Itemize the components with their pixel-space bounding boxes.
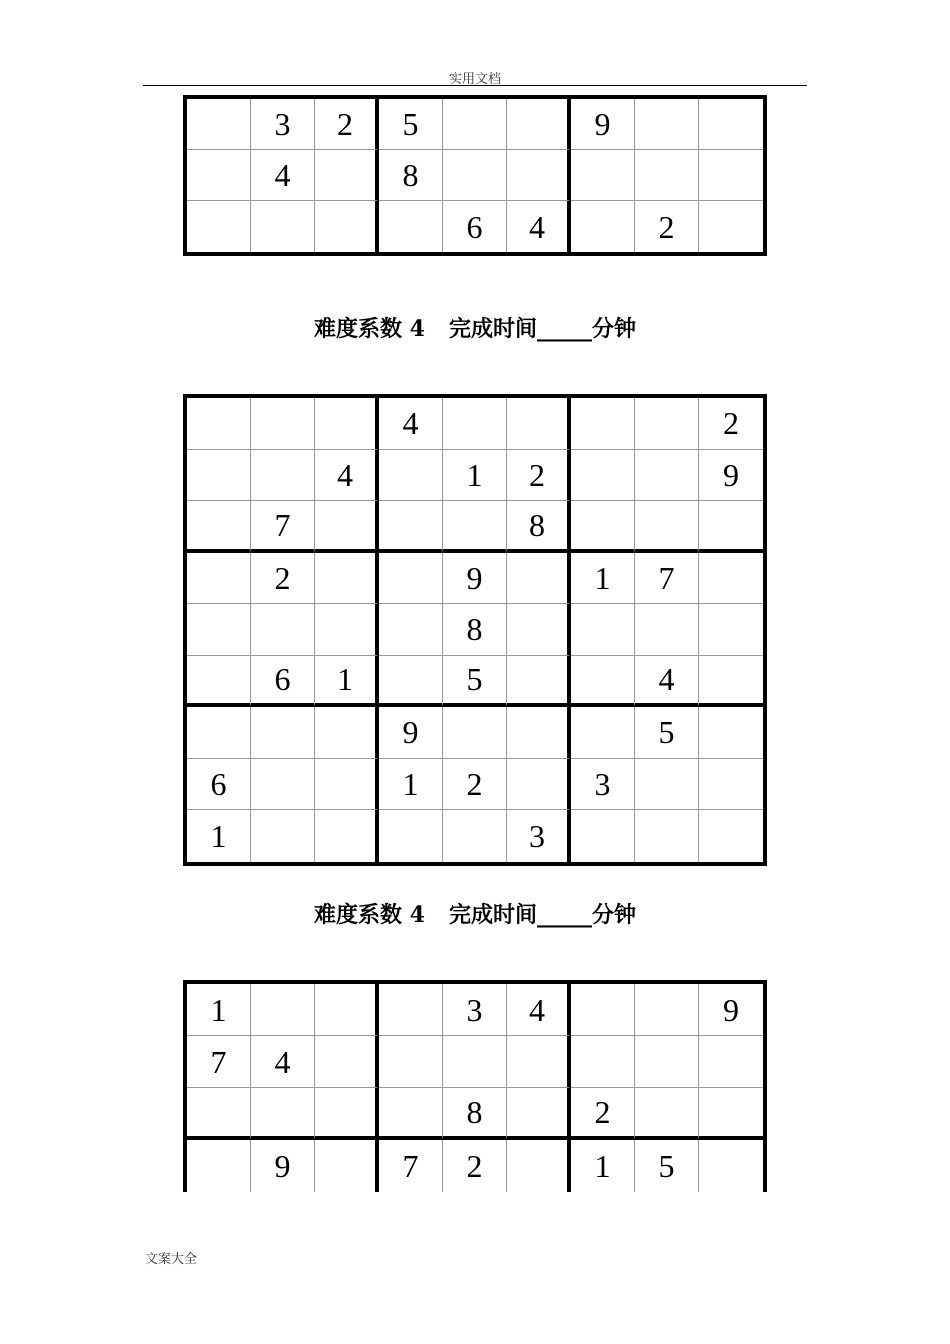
sudoku-cell: 9 bbox=[379, 707, 443, 759]
sudoku-cell bbox=[187, 398, 251, 450]
sudoku-cell: 5 bbox=[443, 656, 507, 708]
difficulty-label: 难度系数 4 bbox=[314, 316, 425, 342]
sudoku-cell bbox=[187, 450, 251, 502]
sudoku-cell: 8 bbox=[443, 1088, 507, 1140]
sudoku-cell bbox=[507, 604, 571, 656]
sudoku-cell bbox=[571, 150, 635, 201]
completion-time-label: 完成时间_____分钟 bbox=[448, 316, 636, 342]
sudoku-cell bbox=[315, 150, 379, 201]
sudoku-cell: 4 bbox=[251, 1036, 315, 1088]
sudoku-cell: 9 bbox=[443, 553, 507, 605]
difficulty-label: 难度系数 4 bbox=[314, 902, 425, 928]
sudoku-cell: 1 bbox=[571, 553, 635, 605]
sudoku-cell: 9 bbox=[699, 450, 763, 502]
sudoku-cell bbox=[187, 553, 251, 605]
sudoku-cell bbox=[251, 450, 315, 502]
sudoku-cell bbox=[251, 1088, 315, 1140]
sudoku-cell bbox=[379, 553, 443, 605]
sudoku-cell bbox=[635, 150, 699, 201]
sudoku-cell bbox=[699, 501, 763, 553]
sudoku-cell bbox=[571, 501, 635, 553]
sudoku-cell bbox=[187, 150, 251, 201]
sudoku-cell bbox=[507, 656, 571, 708]
sudoku-grid-full bbox=[183, 394, 767, 866]
sudoku-cell bbox=[699, 604, 763, 656]
sudoku-cell: 8 bbox=[379, 150, 443, 201]
sudoku-cell bbox=[507, 553, 571, 605]
sudoku-cell bbox=[315, 810, 379, 862]
sudoku-cell bbox=[187, 501, 251, 553]
sudoku-cell bbox=[507, 150, 571, 201]
sudoku-cell bbox=[315, 553, 379, 605]
sudoku-cell bbox=[379, 656, 443, 708]
sudoku-cell bbox=[635, 810, 699, 862]
sudoku-cell: 7 bbox=[187, 1036, 251, 1088]
completion-time-label: 完成时间_____分钟 bbox=[448, 902, 636, 928]
sudoku-cell bbox=[699, 656, 763, 708]
sudoku-cell bbox=[571, 810, 635, 862]
sudoku-cell bbox=[635, 984, 699, 1036]
sudoku-cell: 2 bbox=[443, 759, 507, 811]
sudoku-cell bbox=[571, 398, 635, 450]
sudoku-cell bbox=[699, 1140, 763, 1192]
sudoku-cell bbox=[315, 1140, 379, 1192]
sudoku-cell bbox=[571, 604, 635, 656]
sudoku-cell bbox=[315, 398, 379, 450]
sudoku-cell bbox=[379, 984, 443, 1036]
sudoku-cell bbox=[251, 707, 315, 759]
sudoku-cell bbox=[699, 1088, 763, 1140]
sudoku-cell bbox=[699, 707, 763, 759]
sudoku-cell bbox=[315, 201, 379, 252]
sudoku-cell bbox=[507, 1088, 571, 1140]
sudoku-cell bbox=[379, 450, 443, 502]
sudoku-cell bbox=[187, 604, 251, 656]
sudoku-cell: 2 bbox=[251, 553, 315, 605]
sudoku-cell: 3 bbox=[443, 984, 507, 1036]
sudoku-cell bbox=[699, 759, 763, 811]
sudoku-cell bbox=[251, 810, 315, 862]
sudoku-cell: 8 bbox=[443, 604, 507, 656]
sudoku-cell bbox=[251, 984, 315, 1036]
sudoku-cell bbox=[251, 201, 315, 252]
difficulty-caption-1 bbox=[0, 312, 950, 343]
sudoku-cell bbox=[443, 99, 507, 150]
sudoku-cell: 2 bbox=[635, 201, 699, 252]
sudoku-cell bbox=[315, 984, 379, 1036]
sudoku-cell bbox=[699, 810, 763, 862]
sudoku-cell bbox=[571, 1036, 635, 1088]
sudoku-cell: 2 bbox=[315, 99, 379, 150]
sudoku-cell: 1 bbox=[571, 1140, 635, 1192]
sudoku-cell bbox=[443, 707, 507, 759]
page-footer: 文案大全 bbox=[145, 1252, 198, 1267]
sudoku-cell bbox=[635, 398, 699, 450]
sudoku-cell bbox=[699, 553, 763, 605]
sudoku-cell: 4 bbox=[379, 398, 443, 450]
sudoku-cell bbox=[315, 501, 379, 553]
sudoku-cell: 3 bbox=[571, 759, 635, 811]
sudoku-cell bbox=[379, 1036, 443, 1088]
sudoku-cell bbox=[699, 201, 763, 252]
sudoku-cell: 1 bbox=[443, 450, 507, 502]
sudoku-cell bbox=[187, 707, 251, 759]
sudoku-cell bbox=[635, 450, 699, 502]
sudoku-cell: 9 bbox=[699, 984, 763, 1036]
sudoku-cell bbox=[507, 1036, 571, 1088]
sudoku-cell bbox=[507, 99, 571, 150]
sudoku-cell: 5 bbox=[635, 707, 699, 759]
sudoku-cell bbox=[635, 759, 699, 811]
sudoku-cell bbox=[315, 1036, 379, 1088]
sudoku-cell: 7 bbox=[251, 501, 315, 553]
sudoku-cell bbox=[571, 450, 635, 502]
sudoku-cell: 4 bbox=[251, 150, 315, 201]
sudoku-cell: 4 bbox=[507, 201, 571, 252]
sudoku-cell bbox=[699, 150, 763, 201]
sudoku-cell bbox=[379, 501, 443, 553]
sudoku-cell bbox=[187, 99, 251, 150]
sudoku-cell bbox=[571, 707, 635, 759]
header-rule bbox=[143, 85, 807, 86]
sudoku-cell: 4 bbox=[315, 450, 379, 502]
sudoku-cell bbox=[379, 604, 443, 656]
sudoku-cell bbox=[507, 707, 571, 759]
sudoku-cell: 5 bbox=[379, 99, 443, 150]
sudoku-cell: 1 bbox=[187, 810, 251, 862]
sudoku-cell: 2 bbox=[443, 1140, 507, 1192]
sudoku-cell bbox=[187, 656, 251, 708]
sudoku-cell bbox=[251, 398, 315, 450]
sudoku-cell bbox=[699, 99, 763, 150]
sudoku-cell bbox=[635, 501, 699, 553]
sudoku-cell bbox=[443, 501, 507, 553]
sudoku-cell bbox=[443, 398, 507, 450]
difficulty-caption-2 bbox=[0, 898, 950, 929]
sudoku-cell: 7 bbox=[379, 1140, 443, 1192]
sudoku-cell: 9 bbox=[251, 1140, 315, 1192]
sudoku-cell bbox=[251, 604, 315, 656]
sudoku-cell: 4 bbox=[507, 984, 571, 1036]
sudoku-grid-partial-bottom bbox=[183, 980, 767, 1192]
sudoku-cell bbox=[635, 99, 699, 150]
sudoku-cell: 6 bbox=[443, 201, 507, 252]
page-header: 实用文档 bbox=[448, 72, 501, 87]
sudoku-cell: 5 bbox=[635, 1140, 699, 1192]
sudoku-cell bbox=[571, 656, 635, 708]
sudoku-cell: 6 bbox=[251, 656, 315, 708]
sudoku-grid-partial-top bbox=[183, 95, 767, 256]
sudoku-cell bbox=[379, 1088, 443, 1140]
sudoku-cell bbox=[379, 810, 443, 862]
sudoku-cell bbox=[571, 984, 635, 1036]
sudoku-cell: 2 bbox=[507, 450, 571, 502]
sudoku-cell bbox=[187, 1088, 251, 1140]
sudoku-cell: 3 bbox=[507, 810, 571, 862]
sudoku-cell: 1 bbox=[379, 759, 443, 811]
sudoku-cell bbox=[315, 1088, 379, 1140]
sudoku-cell bbox=[187, 1140, 251, 1192]
sudoku-cell bbox=[507, 398, 571, 450]
sudoku-cell bbox=[315, 707, 379, 759]
sudoku-cell: 1 bbox=[187, 984, 251, 1036]
sudoku-cell bbox=[507, 759, 571, 811]
sudoku-cell: 9 bbox=[571, 99, 635, 150]
sudoku-cell bbox=[315, 759, 379, 811]
sudoku-cell: 6 bbox=[187, 759, 251, 811]
sudoku-cell bbox=[315, 604, 379, 656]
sudoku-cell: 7 bbox=[635, 553, 699, 605]
sudoku-cell bbox=[635, 604, 699, 656]
sudoku-cell bbox=[507, 1140, 571, 1192]
sudoku-cell bbox=[635, 1088, 699, 1140]
sudoku-cell bbox=[635, 1036, 699, 1088]
sudoku-cell: 2 bbox=[571, 1088, 635, 1140]
sudoku-cell bbox=[443, 150, 507, 201]
sudoku-cell: 2 bbox=[699, 398, 763, 450]
sudoku-cell: 1 bbox=[315, 656, 379, 708]
sudoku-cell bbox=[187, 201, 251, 252]
sudoku-cell bbox=[251, 759, 315, 811]
sudoku-cell bbox=[379, 201, 443, 252]
sudoku-cell bbox=[571, 201, 635, 252]
sudoku-cell: 3 bbox=[251, 99, 315, 150]
sudoku-cell bbox=[699, 1036, 763, 1088]
sudoku-cell bbox=[443, 810, 507, 862]
sudoku-cell: 8 bbox=[507, 501, 571, 553]
sudoku-cell bbox=[443, 1036, 507, 1088]
sudoku-cell: 4 bbox=[635, 656, 699, 708]
